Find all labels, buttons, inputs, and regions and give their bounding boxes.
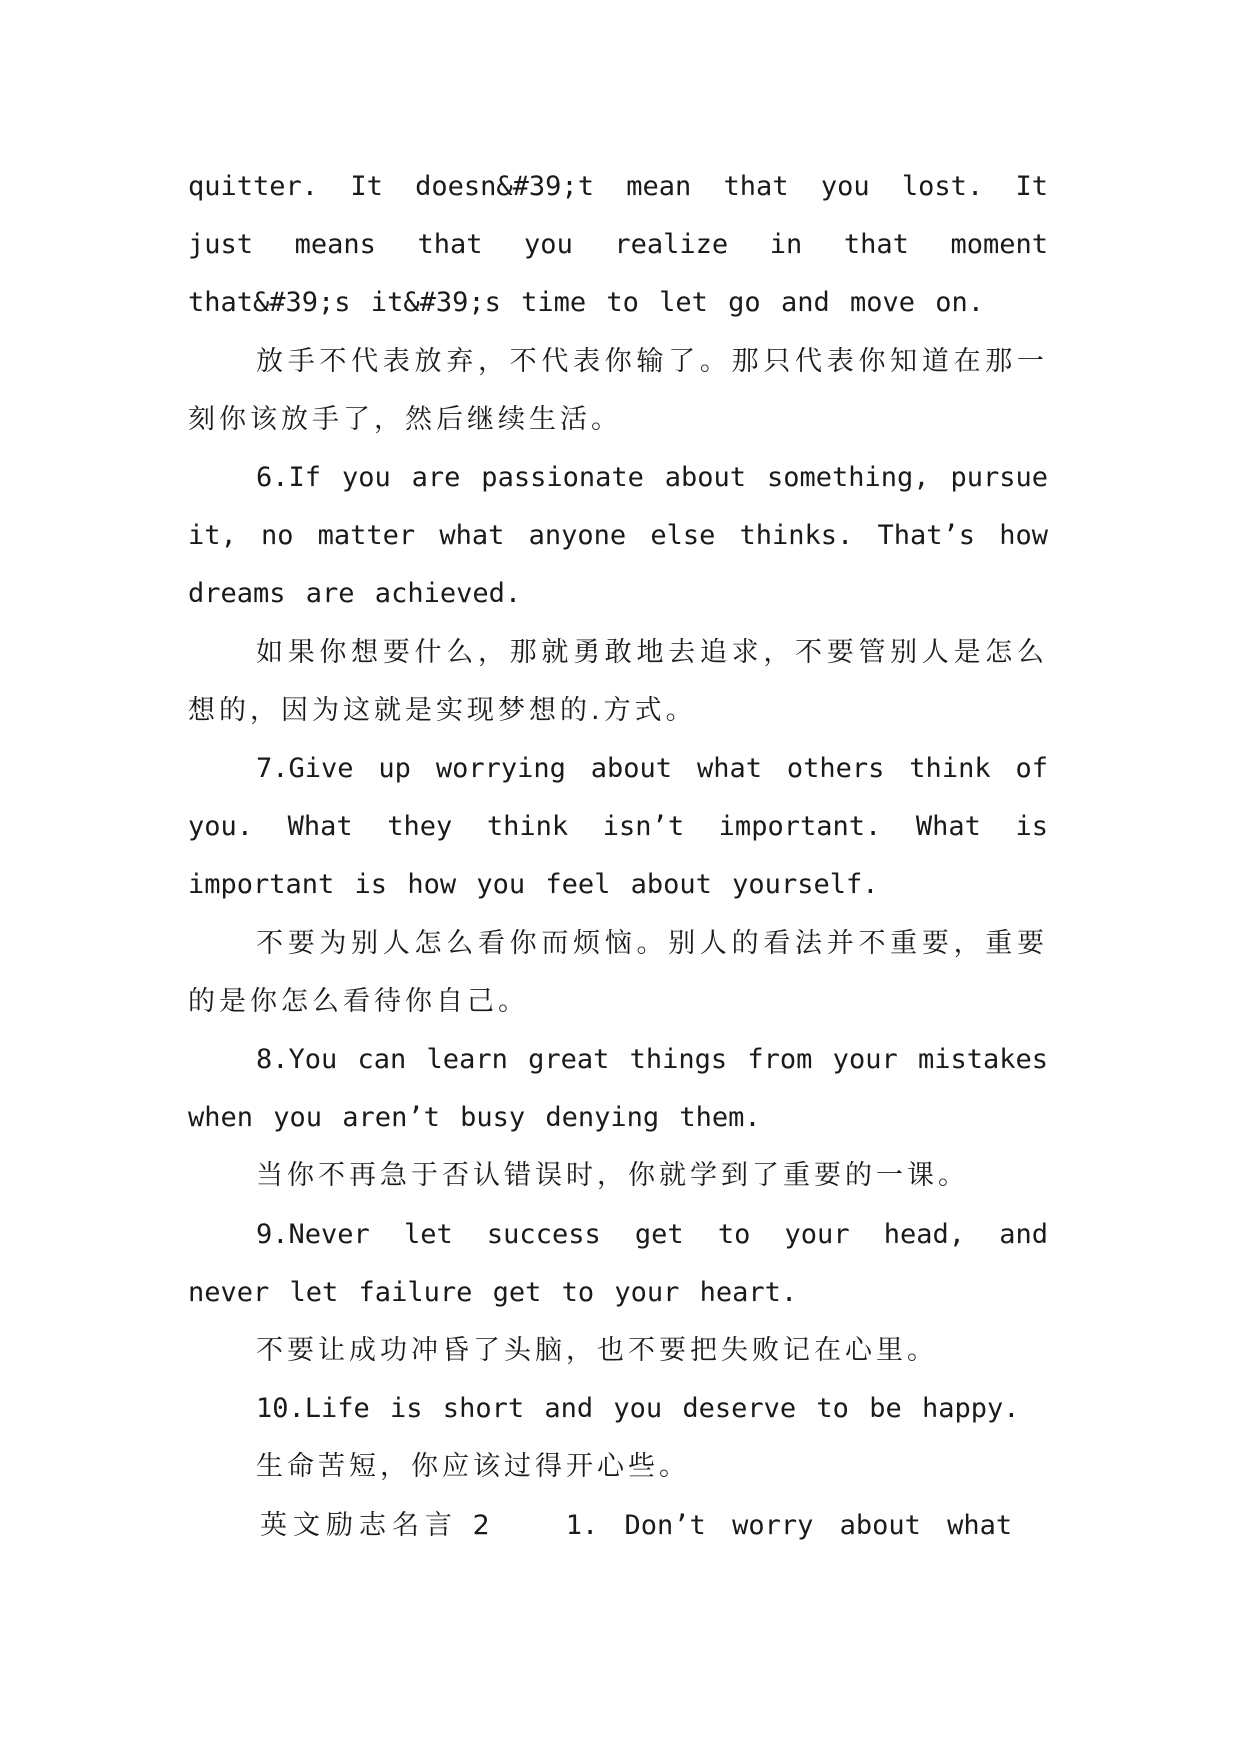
paragraph-quote-7-en: 7.Give up worrying about what others think of you. What they think isn’t important. What is important is how you feel about yourself.: [188, 753, 1048, 901]
section-first-item: 1. Don’t worry about what: [565, 1509, 1013, 1541]
paragraph-quote-8-zh: 当你不再急于否认错误时，你就学到了重要的一课。: [256, 1160, 969, 1192]
paragraph-quote-5-en-continued: quitter. It doesn&#39;t mean that you lost. It just means that you realize in that moment that&#39;s it&#39;s time to let go and move on.: [188, 171, 1048, 319]
paragraph-quote-8-en: 8.You can learn great things from your mistakes when you aren’t busy denying them.: [188, 1044, 1049, 1134]
paragraph-quote-6-en: 6.If you are passionate about something, pursue it, no matter what anyone else thinks. That’s how dreams are achieved.: [188, 462, 1048, 610]
paragraph-quote-10-en: 10.Life is short and you deserve to be happy.: [256, 1393, 1020, 1425]
paragraph-quote-7-zh: 不要为别人怎么看你而烦恼。别人的看法并不重要，重要的是你怎么看待你自己。: [188, 927, 1048, 1017]
paragraph-quote-9-en: 9.Never let success get to your head, and never let failure get to your heart.: [188, 1218, 1048, 1308]
paragraph-quote-9-zh: 不要让成功冲昏了头脑，也不要把失败记在心里。: [256, 1335, 938, 1367]
section-heading-line: [188, 1497, 1048, 1555]
paragraph-quote-5-zh: 放手不代表放弃，不代表你输了。那只代表你知道在那一刻你该放手了，然后继续生活。: [188, 345, 1048, 435]
document-body: [188, 158, 1048, 1555]
section-heading-title: 英文励志名言 2: [260, 1509, 496, 1541]
paragraph-quote-6-zh: 如果你想要什么，那就勇敢地去追求，不要管别人是怎么想的，因为这就是实现梦想的.方式。: [188, 636, 1048, 726]
paragraph-quote-10-zh: 生命苦短，你应该过得开心些。: [256, 1451, 690, 1483]
